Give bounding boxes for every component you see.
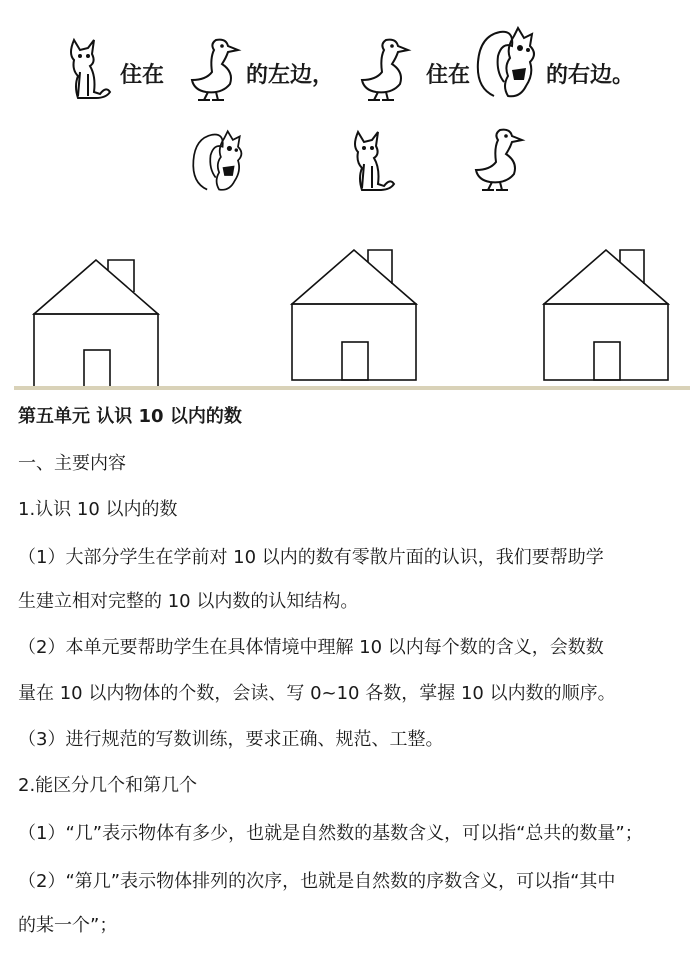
subsection-heading: 1.认识 10 以内的数	[18, 499, 178, 520]
duck-icon	[186, 36, 242, 102]
riddle-text-live-at-2: 住在	[426, 63, 471, 88]
squirrel-icon	[190, 126, 250, 200]
houses-illustration	[0, 238, 700, 398]
paragraph-line: 生建立相对完整的 10 以内数的认知结构。	[18, 591, 359, 612]
cat-icon	[350, 124, 400, 196]
paragraph-line: （1）“几”表示物体有多少，也就是自然数的基数含义，可以指“总共的数量”；	[18, 823, 643, 844]
squirrel-icon	[474, 26, 544, 104]
duck-icon	[356, 36, 412, 102]
riddle-text-right-of: 的右边。	[546, 63, 635, 88]
house-icon	[34, 260, 158, 388]
unit-title: 第五单元 认识 10 以内的数	[18, 406, 242, 427]
paragraph-line: （3）进行规范的写数训练，要求正确、规范、工整。	[18, 729, 444, 750]
riddle-text-left-of: 的左边，	[246, 63, 335, 88]
cat-icon	[66, 36, 116, 100]
paragraph-line: （1）大部分学生在学前对 10 以内的数有零散片面的认识，我们要帮助学	[18, 547, 604, 568]
duck-icon	[470, 124, 526, 194]
riddle-text-live-at: 住在	[120, 63, 165, 88]
paragraph-line: （2）“第几”表示物体排列的次序，也就是自然数的序数含义，可以指“其中	[18, 871, 616, 892]
paragraph-line: 量在 10 以内物体的个数，会读、写 0~10 各数，掌握 10 以内数的顺序。	[18, 683, 616, 704]
paragraph-line: 的某一个”；	[18, 915, 118, 936]
subsection-heading: 2.能区分几个和第几个	[18, 775, 198, 796]
house-icon	[544, 250, 668, 380]
section-heading: 一、主要内容	[18, 453, 126, 474]
house-icon	[292, 250, 416, 380]
paragraph-line: （2）本单元要帮助学生在具体情境中理解 10 以内每个数的含义，会数数	[18, 637, 604, 658]
